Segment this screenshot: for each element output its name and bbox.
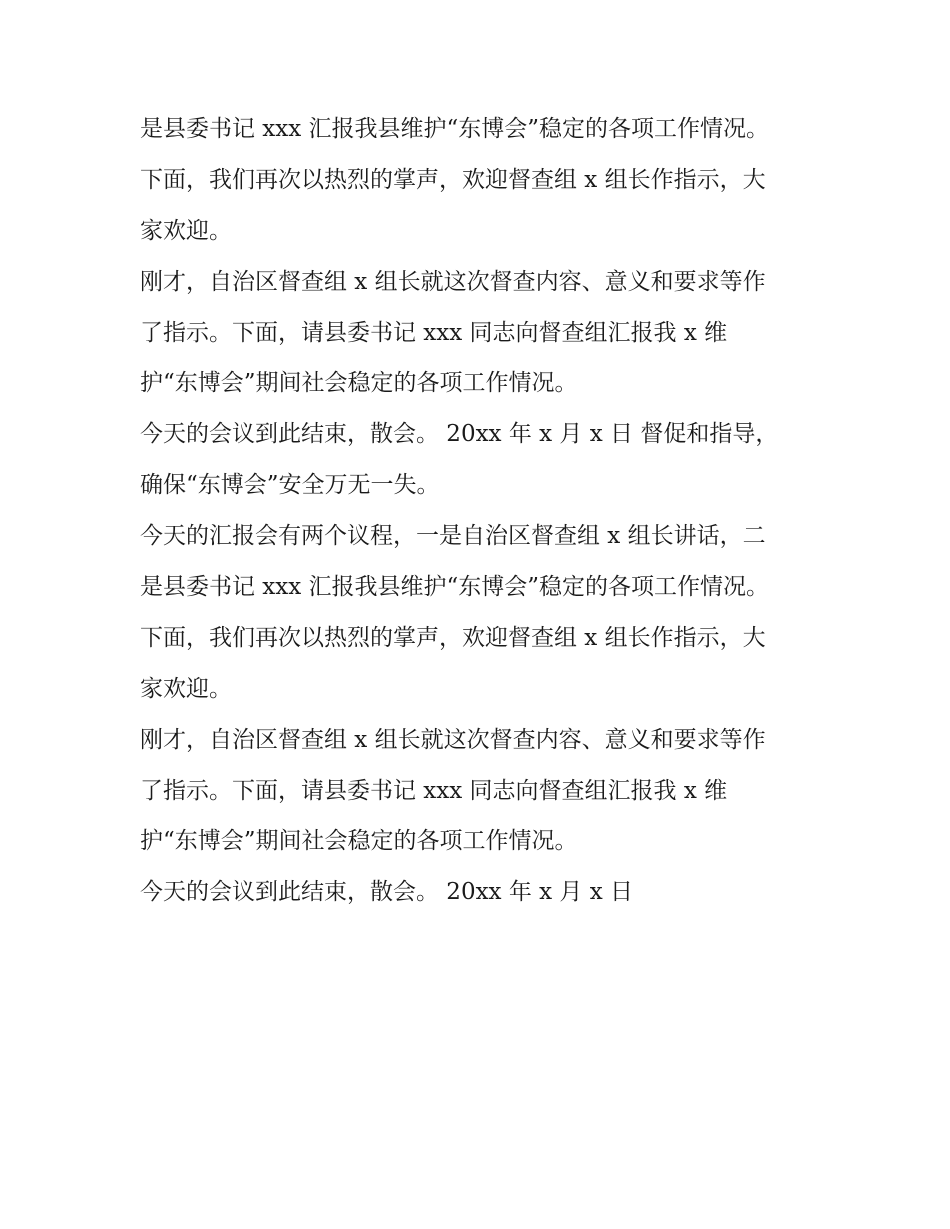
text-line: 今天的会议到此结束，散会。 20xx 年 x 月 x 日 督促和指导， (140, 421, 779, 448)
document-body (140, 104, 820, 918)
text-line: 今天的会议到此结束，散会。 20xx 年 x 月 x 日 (140, 879, 634, 906)
text-line: 了指示。下面，请县委书记 xxx 同志向督查组汇报我 x 维 (140, 777, 728, 804)
text-line: 今天的汇报会有两个议程，一是自治区督查组 x 组长讲话，二 (140, 523, 766, 550)
text-line: 是县委书记 xxx 汇报我县维护“东博会”稳定的各项工作情况。 (140, 116, 770, 142)
text-line: 护“东博会”期间社会稳定的各项工作情况。 (140, 370, 578, 397)
text-line: 家欢迎。 (140, 675, 232, 702)
text-line: 确保“东博会”安全万无一失。 (140, 472, 440, 499)
text-line: 刚才，自治区督查组 x 组长就这次督查内容、意义和要求等作 (140, 726, 766, 753)
text-line: 护“东博会”期间社会稳定的各项工作情况。 (140, 828, 578, 855)
text-line: 下面，我们再次以热烈的掌声，欢迎督查组 x 组长作指示，大 (140, 624, 766, 651)
text-line: 下面，我们再次以热烈的掌声，欢迎督查组 x 组长作指示，大 (140, 166, 766, 193)
text-line: 了指示。下面，请县委书记 xxx 同志向督查组汇报我 x 维 (140, 319, 728, 346)
text-line: 是县委书记 xxx 汇报我县维护“东博会”稳定的各项工作情况。 (140, 574, 770, 601)
text-line: 家欢迎。 (140, 217, 232, 244)
text-line: 刚才，自治区督查组 x 组长就这次督查内容、意义和要求等作 (140, 268, 766, 295)
